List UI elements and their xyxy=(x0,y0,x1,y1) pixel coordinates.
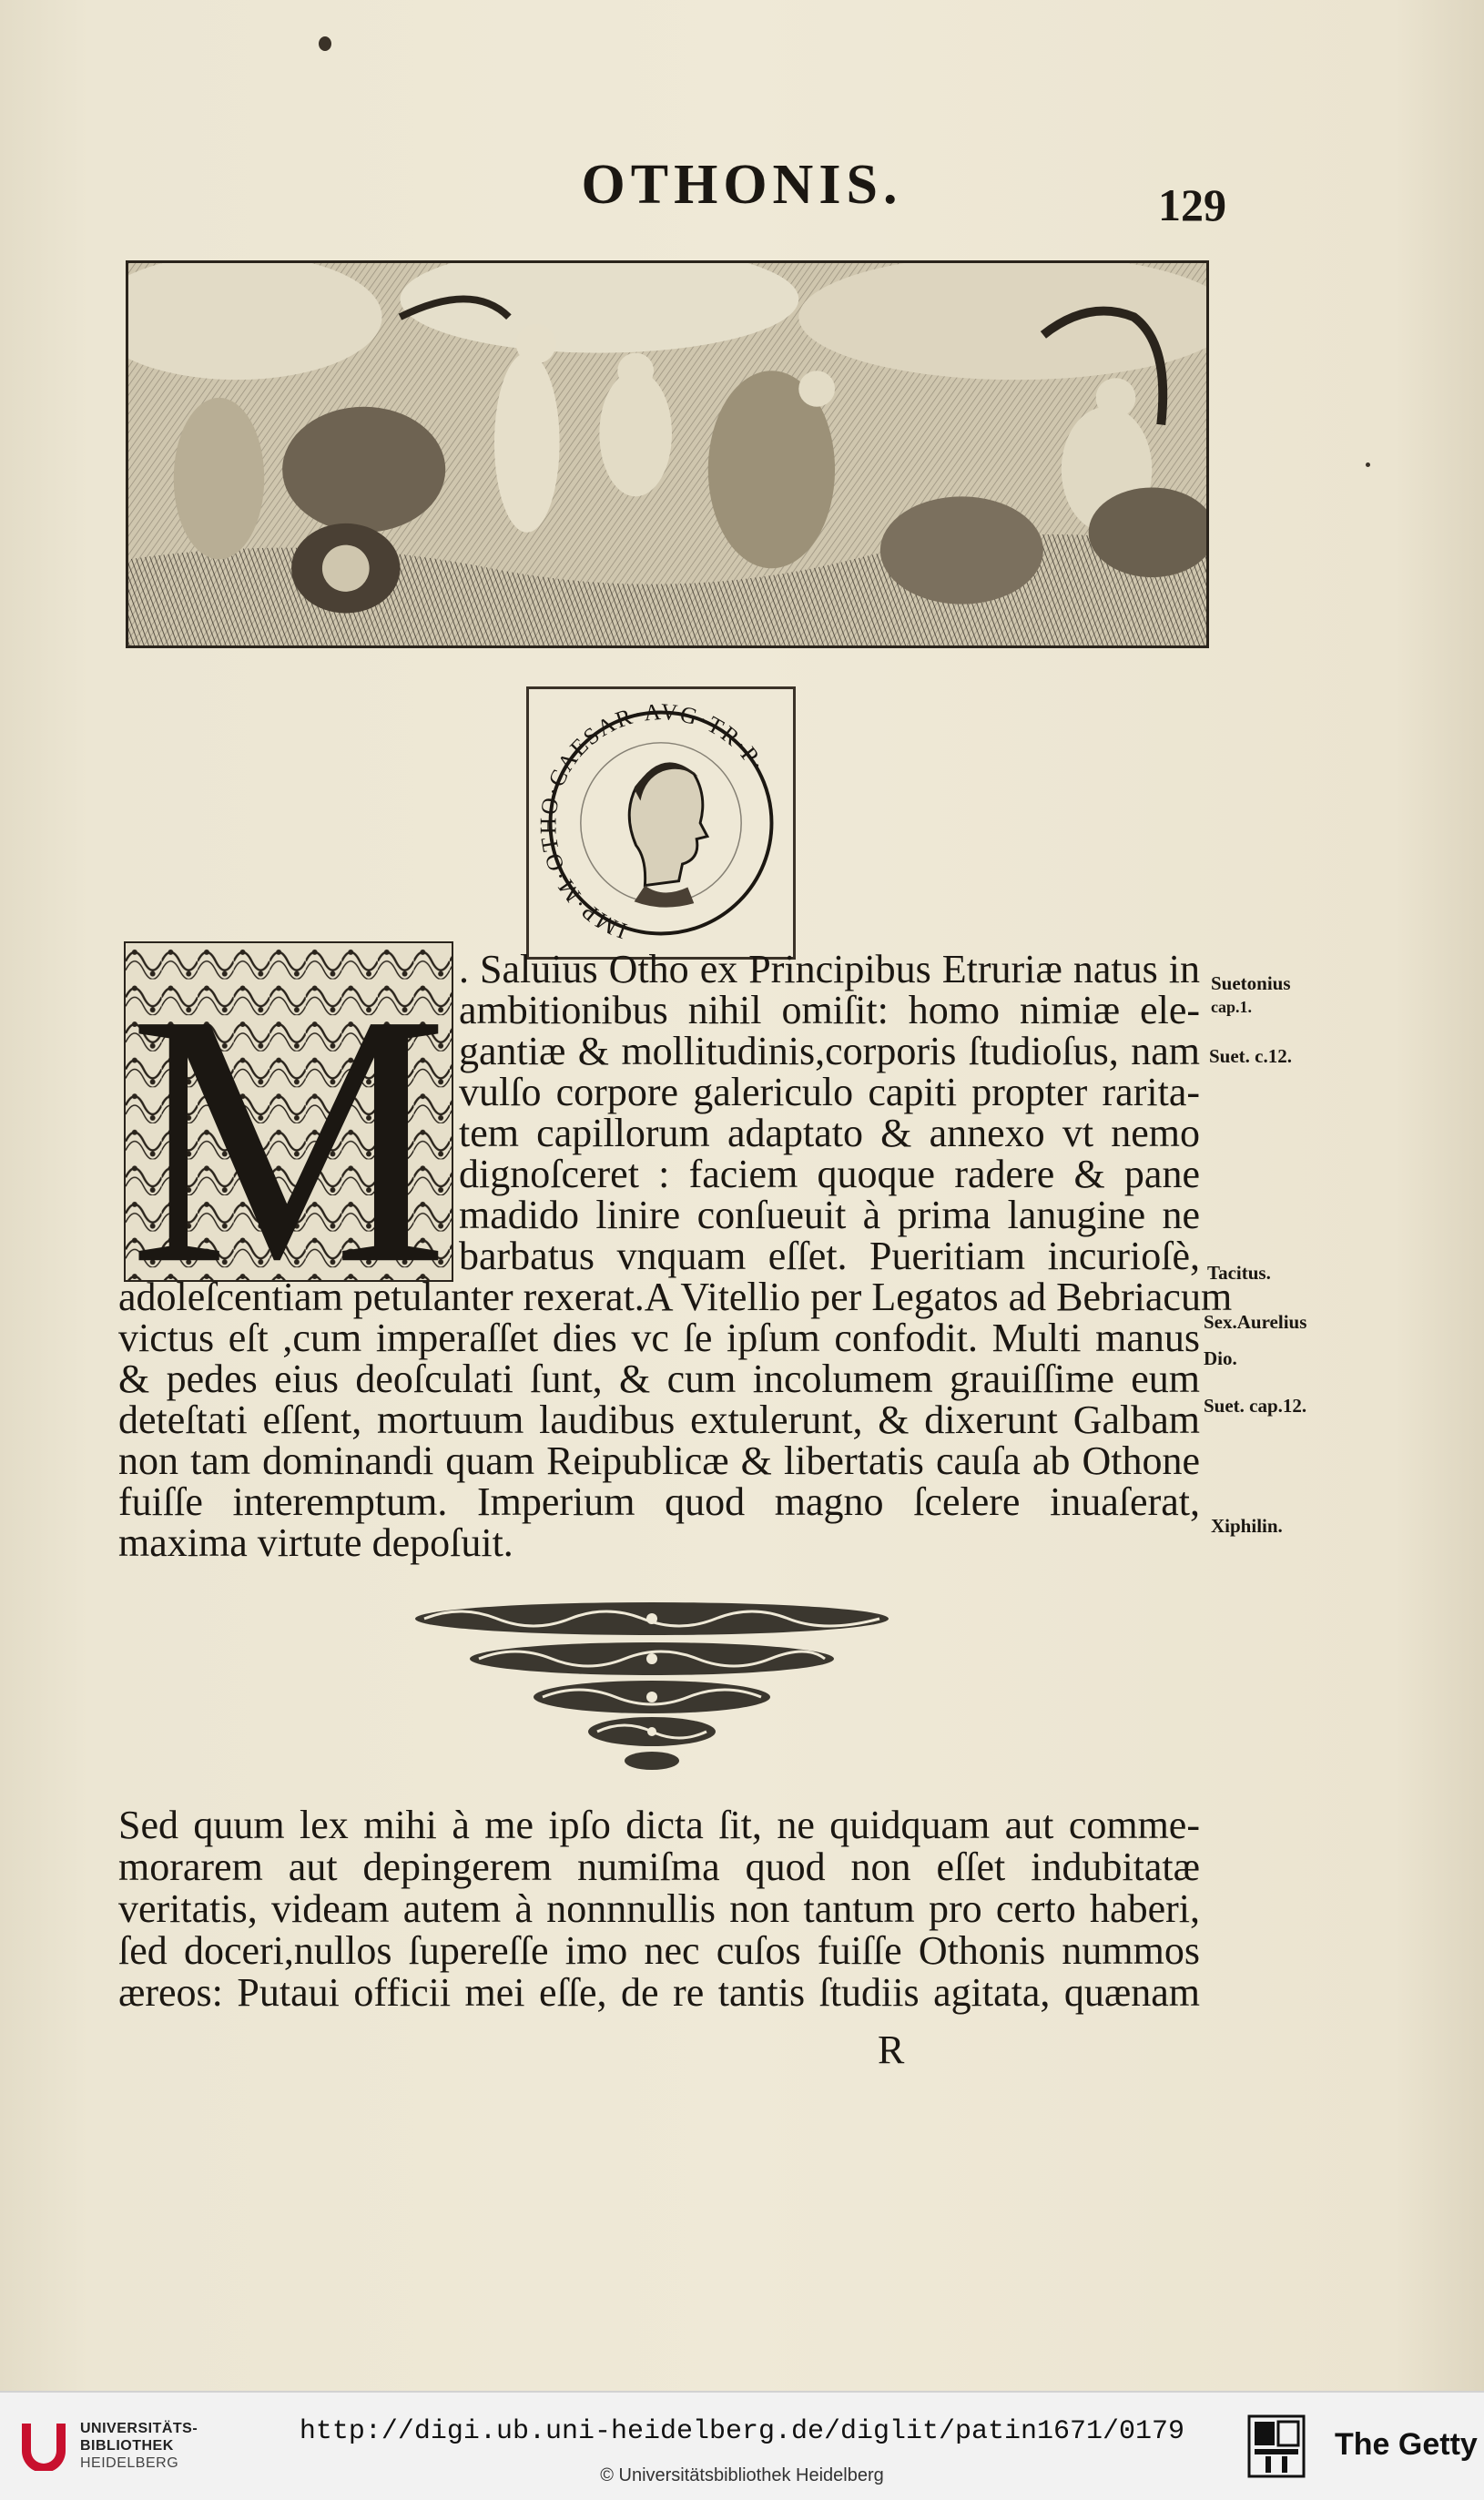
margin-note: Suetonius xyxy=(1211,972,1291,994)
printers-ornament xyxy=(406,1595,898,1773)
coin-legend: IMP·M·OTHO·CAESAR·AVG·TR·P· xyxy=(534,697,772,945)
getty-logo xyxy=(1247,2414,1306,2478)
margin-note: Suet. cap.12. xyxy=(1204,1395,1307,1417)
margin-note: Tacitus. xyxy=(1207,1262,1271,1284)
drop-cap-letter: M xyxy=(128,943,449,1280)
permalink-url[interactable]: http://digi.ub.uni-heidelberg.de/diglit/patin1671/0179 xyxy=(299,2416,1185,2447)
viewer-footer xyxy=(0,2391,1484,2500)
text-line: dignoſceret : faciem quoque radere & pane xyxy=(459,1152,1200,1196)
text-line: vulſo corpore galericulo capiti propter rarita- xyxy=(459,1070,1200,1114)
text-line: barbatus vnquam eſſet. Pueritiam incurioſè, xyxy=(459,1234,1200,1278)
library-name: UNIVERSITÄTS- BIBLIOTHEK HEIDELBERG xyxy=(80,2421,198,2471)
text-line: adoleſcentiam petulanter rexerat.A Vitellio per Legatos ad Bebriacum xyxy=(118,1275,1233,1319)
text-line: ambitionibus nihil omiſit: homo nimiæ ele- xyxy=(459,988,1200,1032)
partner-name: The Getty xyxy=(1335,2427,1478,2462)
margin-note: cap.1. xyxy=(1211,998,1252,1016)
decorated-initial xyxy=(124,941,453,1282)
engraved-headpiece xyxy=(126,260,1209,648)
text-line: ſed doceri,nullos ſupereſſe imo nec cuſos fuiſſe Othonis nummos xyxy=(118,1928,1200,1973)
coin-illustration xyxy=(529,689,793,957)
text-line: morarem aut depingerem numiſma quod non eſſet indubitatæ xyxy=(118,1845,1200,1889)
engraving-illustration xyxy=(128,263,1206,645)
text-line: deteſtati eſſent, mortuum laudibus extulerunt, & dixerunt Galbam xyxy=(118,1397,1200,1442)
copyright-notice: © Universitätsbibliothek Heidelberg xyxy=(600,2465,884,2485)
text-line: veritatis, videam autem à nonnnullis non tantum pro certo haberi, xyxy=(118,1886,1200,1931)
ornament-illustration xyxy=(406,1595,898,1773)
running-head: OTHONIS. xyxy=(581,154,903,216)
margin-note: Suet. c.12. xyxy=(1209,1045,1292,1067)
margin-note: Dio. xyxy=(1204,1347,1237,1369)
margin-note: Sex.Aurelius xyxy=(1204,1311,1307,1333)
text-line-last: maxima virtute depoſuit. xyxy=(118,1520,513,1565)
text-line: fuiſſe interemptum. Imperium quod magno ſcelere inuaſerat, xyxy=(118,1479,1200,1524)
text-line: madido linire conſueuit à prima lanugine ne xyxy=(459,1193,1200,1237)
ink-speck xyxy=(319,36,331,51)
text-line: . Saluius Otho ex Principibus Etruriæ natus in xyxy=(459,947,1200,991)
page-number: 129 xyxy=(1158,179,1226,230)
text-line: tem capillorum adaptato & annexo vt nemo xyxy=(459,1111,1200,1155)
text-line: non tam dominandi quam Reipublicæ & libertatis cauſa ab Othone xyxy=(118,1438,1200,1483)
signature-mark: R xyxy=(878,2027,905,2072)
text-line: æreos: Putaui officii mei eſſe, de re tantis ſtudiis agitata, quænam xyxy=(118,1970,1200,2015)
margin-note: Xiphilin. xyxy=(1211,1515,1283,1537)
ink-speck xyxy=(1366,462,1370,467)
text-line: & pedes eius deoſculati ſunt, & cum incolumem grauiſſime eum xyxy=(118,1357,1200,1401)
text-line: gantiæ & mollitudinis,corporis ſtudioſus, nam xyxy=(459,1029,1200,1073)
coin-frame xyxy=(526,686,796,960)
text-line: victus eſt ,cum imperaſſet dies vc ſe ipſum confodit. Multi manus xyxy=(118,1316,1200,1360)
text-line: Sed quum lex mihi à me ipſo dicta ſit, ne quidquam aut comme- xyxy=(118,1803,1200,1847)
initial-ornament xyxy=(126,943,452,1280)
